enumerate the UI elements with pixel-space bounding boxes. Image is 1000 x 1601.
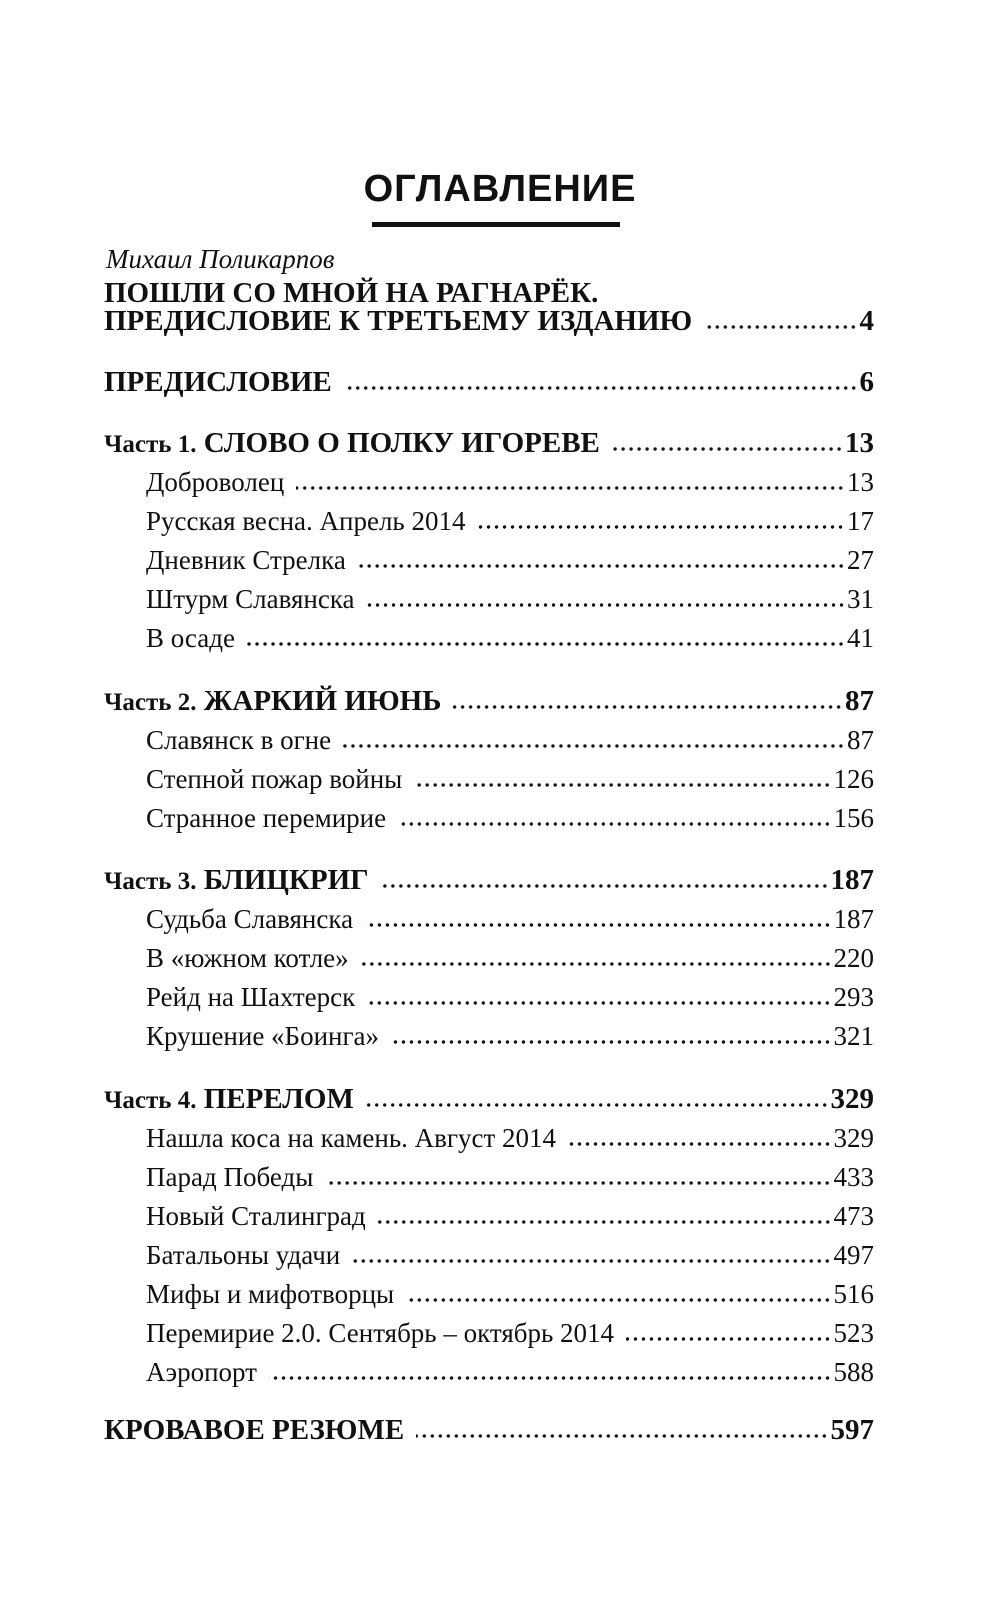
toc-entry-chapter[interactable]	[146, 1159, 874, 1195]
dot-leader	[381, 882, 829, 890]
toc-entry-part-3[interactable]	[104, 862, 874, 898]
toc-entry-chapter[interactable]	[146, 1198, 874, 1234]
toc-entry-label: КРОВАВОЕ РЕЗЮМЕ	[104, 1414, 405, 1446]
toc-entry-page: 6	[859, 366, 874, 398]
dot-leader	[325, 1179, 831, 1187]
toc-entry-label: Штурм Славянска	[146, 584, 355, 614]
toc-entry-chapter[interactable]	[146, 979, 874, 1015]
toc-entry-page: 516	[833, 1279, 874, 1309]
toc-entry-label: Степной пожар войны	[146, 764, 403, 794]
dot-leader	[398, 820, 831, 828]
part-prefix: Часть 1.	[104, 431, 197, 458]
dot-leader	[361, 960, 832, 968]
toc-entry-chapter[interactable]	[146, 800, 874, 836]
toc-entry-summary[interactable]	[104, 1412, 874, 1448]
dot-leader	[626, 1335, 831, 1343]
part-title: БЛИЦКРИГ	[203, 864, 369, 896]
toc-entry-label: Аэропорт	[146, 1357, 257, 1387]
toc-entry-label	[104, 862, 369, 900]
title-underline	[372, 222, 620, 227]
dot-leader	[296, 484, 845, 492]
toc-entry-part-4[interactable]	[104, 1081, 874, 1117]
part-title: ПЕРЕЛОМ	[203, 1083, 354, 1115]
dot-leader	[704, 323, 857, 331]
toc-entry-page: 187	[830, 864, 874, 896]
toc-entry-label: Батальоны удачи	[146, 1240, 341, 1270]
dot-leader	[568, 1140, 831, 1148]
toc-entry-label: Славянск в огне	[146, 725, 332, 755]
toc-entry-label: Дневник Стрелка	[146, 545, 346, 575]
toc-entry-preface[interactable]	[104, 364, 874, 400]
part-prefix: Часть 4.	[104, 1087, 197, 1114]
dot-leader	[269, 1374, 832, 1382]
toc-entry-page: 13	[847, 467, 874, 497]
toc-entry-label: ПРЕДИСЛОВИЕ К ТРЕТЬЕМУ ИЗДАНИЮ	[104, 305, 693, 337]
dot-leader	[406, 1296, 831, 1304]
dot-leader	[414, 781, 831, 789]
toc-entry-label: Странное перемирие	[146, 803, 387, 833]
toc-entry-chapter[interactable]	[146, 542, 874, 578]
toc-entry-label: В осаде	[146, 623, 235, 653]
dot-leader	[612, 445, 843, 453]
toc-entry-page: 41	[847, 623, 874, 653]
toc-entry-label	[104, 1081, 354, 1119]
toc-entry-chapter[interactable]	[146, 940, 874, 976]
toc-entry-page: 597	[830, 1414, 874, 1446]
dot-leader	[366, 1101, 829, 1109]
toc-entry-page: 17	[847, 506, 874, 536]
dot-leader	[378, 1218, 832, 1226]
dot-leader	[453, 703, 843, 711]
part-prefix: Часть 3.	[104, 868, 197, 895]
toc-entry-part-2[interactable]	[104, 683, 874, 719]
toc-entry-page: 87	[847, 725, 874, 755]
foreword-author: Михаил Поликарпов	[106, 244, 335, 274]
toc-entry-page: 321	[833, 1021, 874, 1051]
toc-entry-page: 329	[830, 1083, 874, 1115]
page-title: ОГЛАВЛЕНИЕ	[363, 168, 637, 210]
toc-entry-page: 473	[833, 1201, 874, 1231]
dot-leader	[365, 921, 831, 929]
toc-entry-page: 27	[847, 545, 874, 575]
toc-entry-page: 293	[833, 982, 874, 1012]
part-title: СЛОВО О ПОЛКУ ИГОРЕВЕ	[203, 427, 600, 459]
toc-entry-page: 433	[833, 1162, 874, 1192]
toc-entry-page: 156	[833, 803, 874, 833]
toc-entry-page: 4	[859, 305, 874, 337]
toc-entry-page: 187	[833, 904, 874, 934]
dot-leader	[247, 640, 845, 648]
toc-entry-foreword3[interactable]	[104, 303, 874, 339]
toc-entry-label: Перемирие 2.0. Сентябрь – октябрь 2014	[146, 1318, 615, 1348]
part-title: ЖАРКИЙ ИЮНЬ	[203, 685, 442, 717]
toc-entry-page: 329	[833, 1123, 874, 1153]
toc-entry-chapter[interactable]	[146, 1354, 874, 1390]
toc-entry-page: 497	[833, 1240, 874, 1270]
foreword-title-line1: ПОШЛИ СО МНОЙ НА РАГНАРЁК.	[104, 277, 599, 309]
toc-entry-part-1[interactable]	[104, 425, 874, 461]
toc-entry-chapter[interactable]	[146, 503, 874, 539]
toc-entry-chapter[interactable]	[146, 1276, 874, 1312]
toc-entry-chapter[interactable]	[146, 620, 874, 656]
toc-entry-page: 220	[833, 943, 874, 973]
toc-entry-page: 523	[833, 1318, 874, 1348]
toc-entry-label	[104, 425, 600, 463]
toc-entry-page: 13	[845, 427, 874, 459]
toc-entry-page: 31	[847, 584, 874, 614]
toc-entry-chapter[interactable]	[146, 581, 874, 617]
toc-entry-label: Парад Победы	[146, 1162, 314, 1192]
dot-leader	[477, 523, 845, 531]
toc-entry-chapter[interactable]	[146, 1018, 874, 1054]
toc-entry-label: Русская весна. Апрель 2014	[146, 506, 466, 536]
dot-leader	[367, 999, 831, 1007]
toc-entry-page: 588	[833, 1357, 874, 1387]
toc-entry-chapter[interactable]	[146, 761, 874, 797]
dot-leader	[416, 1432, 828, 1440]
toc-entry-chapter[interactable]	[146, 901, 874, 937]
dot-leader	[358, 562, 845, 570]
part-prefix: Часть 2.	[104, 689, 197, 716]
dot-leader	[391, 1038, 831, 1046]
dot-leader	[343, 742, 845, 750]
toc-entry-label: Доброволец	[146, 467, 285, 497]
toc-entry-chapter[interactable]	[146, 464, 874, 500]
toc-entry-label: В «южном котле»	[146, 943, 349, 973]
toc-entry-label: Нашла коса на камень. Август 2014	[146, 1123, 557, 1153]
dot-leader	[344, 384, 858, 392]
toc-entry-label: ПРЕДИСЛОВИЕ	[104, 366, 332, 398]
toc-entry-label: Судьба Славянска	[146, 904, 354, 934]
toc-entry-label: Крушение «Боинга»	[146, 1021, 380, 1051]
toc-entry-chapter[interactable]	[146, 722, 874, 758]
toc-entry-label	[104, 683, 441, 721]
toc-entry-label: Мифы и мифотворцы	[146, 1279, 395, 1309]
toc-entry-label: Рейд на Шахтерск	[146, 982, 356, 1012]
toc-entry-chapter[interactable]	[146, 1237, 874, 1273]
dot-leader	[352, 1257, 831, 1265]
toc-entry-page: 87	[845, 685, 874, 717]
toc-entry-page: 126	[833, 764, 874, 794]
toc-entry-label: Новый Сталинград	[146, 1201, 366, 1231]
toc-entry-chapter[interactable]	[146, 1120, 874, 1156]
dot-leader	[367, 601, 845, 609]
toc-entry-chapter[interactable]	[146, 1315, 874, 1351]
